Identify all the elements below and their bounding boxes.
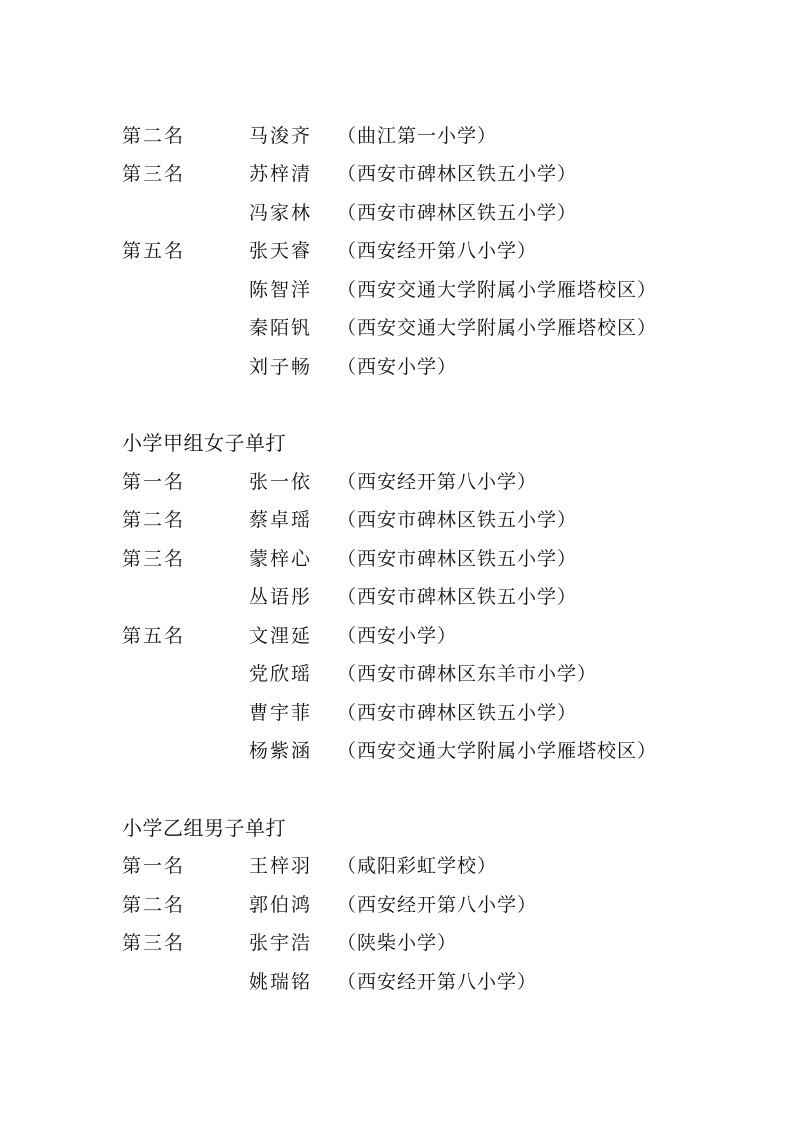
school-name: （西安市碑林区铁五小学） — [337, 163, 578, 185]
rank-label: 第三名 — [122, 548, 186, 570]
player-name: 秦陌钒 — [249, 317, 313, 339]
player-name: 苏梓清 — [249, 163, 313, 185]
table-row — [0, 890, 794, 920]
school-name: （西安经开第八小学） — [337, 971, 538, 993]
rank-label: 第二名 — [122, 125, 186, 147]
player-name: 张一依 — [249, 471, 313, 493]
rank-label: 第二名 — [122, 509, 186, 531]
rank-label: 第五名 — [122, 240, 186, 262]
table-row — [0, 621, 794, 651]
section-heading: 小学甲组女子单打 — [122, 431, 286, 455]
school-name: （曲江第一小学） — [337, 125, 498, 147]
player-name: 姚瑞铭 — [249, 971, 313, 993]
table-row — [0, 736, 794, 766]
rank-label: 第一名 — [122, 855, 186, 877]
table-row — [0, 121, 794, 151]
table-row — [0, 659, 794, 689]
table-row — [0, 198, 794, 228]
school-name: （西安市碑林区铁五小学） — [337, 509, 578, 531]
player-name: 张天睿 — [249, 240, 313, 262]
school-name: （西安交通大学附属小学雁塔校区） — [337, 317, 658, 339]
table-row — [0, 467, 794, 497]
player-name: 冯家林 — [249, 202, 313, 224]
table-row — [0, 505, 794, 535]
table-row — [0, 698, 794, 728]
school-name: （西安经开第八小学） — [337, 894, 538, 916]
school-name: （西安市碑林区铁五小学） — [337, 702, 578, 724]
school-name: （西安交通大学附属小学雁塔校区） — [337, 279, 658, 301]
school-name: （咸阳彩虹学校） — [337, 855, 498, 877]
school-name: （陕柴小学） — [337, 932, 458, 954]
rank-label: 第二名 — [122, 894, 186, 916]
table-row — [0, 236, 794, 266]
rank-label: 第五名 — [122, 625, 186, 647]
section-heading: 小学乙组男子单打 — [122, 816, 286, 840]
player-name: 蒙梓心 — [249, 548, 313, 570]
player-name: 郭伯鸿 — [249, 894, 313, 916]
table-row — [0, 582, 794, 612]
school-name: （西安经开第八小学） — [337, 471, 538, 493]
table-row — [0, 967, 794, 997]
school-name: （西安经开第八小学） — [337, 240, 538, 262]
rank-label: 第三名 — [122, 932, 186, 954]
table-row — [0, 851, 794, 881]
player-name: 马浚齐 — [249, 125, 313, 147]
player-name: 蔡卓瑶 — [249, 509, 313, 531]
school-name: （西安小学） — [337, 625, 458, 647]
player-name: 杨紫涵 — [249, 740, 313, 762]
table-row — [0, 544, 794, 574]
player-name: 陈智洋 — [249, 279, 313, 301]
player-name: 文浬延 — [249, 625, 313, 647]
table-row — [0, 313, 794, 343]
table-row — [0, 352, 794, 382]
school-name: （西安小学） — [337, 356, 458, 378]
rank-label: 第一名 — [122, 471, 186, 493]
school-name: （西安市碑林区铁五小学） — [337, 548, 578, 570]
rank-label: 第三名 — [122, 163, 186, 185]
school-name: （西安交通大学附属小学雁塔校区） — [337, 740, 658, 762]
player-name: 曹宇菲 — [249, 702, 313, 724]
table-row — [0, 159, 794, 189]
player-name: 刘子畅 — [249, 356, 313, 378]
school-name: （西安市碑林区铁五小学） — [337, 202, 578, 224]
table-row — [0, 928, 794, 958]
table-row — [0, 275, 794, 305]
player-name: 张宇浩 — [249, 932, 313, 954]
player-name: 党欣瑶 — [249, 663, 313, 685]
school-name: （西安市碑林区铁五小学） — [337, 586, 578, 608]
player-name: 丛语彤 — [249, 586, 313, 608]
school-name: （西安市碑林区东羊市小学） — [337, 663, 598, 685]
player-name: 王梓羽 — [249, 855, 313, 877]
